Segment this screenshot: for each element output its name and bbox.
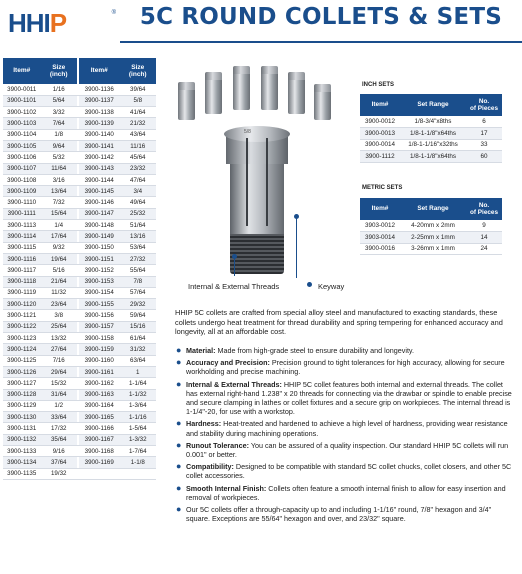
size-cell: 9/64	[40, 140, 76, 151]
col-header-item: Item#	[79, 58, 120, 84]
pieces-cell: 17	[466, 128, 502, 140]
size-cell: 13/32	[40, 333, 76, 344]
feature-title: Runout Tolerance:	[186, 440, 249, 450]
item-number-cell: 3900-1133	[3, 446, 40, 457]
table-row	[360, 128, 502, 140]
item-number-cell: 3900-1169	[79, 457, 120, 468]
item-number-cell: 3900-1124	[3, 344, 40, 355]
item-number-cell: 3900-1140	[79, 129, 120, 140]
size-cell	[119, 468, 156, 479]
table-row	[3, 423, 156, 434]
size-cell: 7/32	[40, 197, 76, 208]
feature-title: Material:	[186, 346, 216, 355]
item-number-cell: 3900-1137	[79, 95, 120, 106]
bullet-icon: ●	[176, 439, 182, 450]
item-number-cell: 3900-1150	[79, 242, 120, 253]
pieces-cell: 14	[466, 232, 502, 244]
item-number-cell: 3900-1114	[3, 231, 40, 242]
feature-text: Precision ground to tight tolerances for high accuracy, allowing for secure workholding and precise machining.	[186, 358, 505, 377]
col-header-pieces: No. of Pieces	[466, 94, 502, 116]
small-collet-image	[288, 72, 305, 114]
item-number-cell: 3900-1126	[3, 366, 40, 377]
size-cell: 19/64	[40, 253, 76, 264]
item-number-cell: 3900-1164	[79, 400, 120, 411]
pieces-cell: 9	[466, 220, 502, 232]
feature-list	[176, 346, 512, 526]
item-number-cell: 3900-1141	[79, 140, 120, 151]
size-cell: 57/64	[119, 287, 156, 298]
item-number-cell: 3900-1127	[3, 378, 40, 389]
item-number-cell: 3900-1128	[3, 389, 40, 400]
size-cell: 37/64	[40, 457, 76, 468]
size-cell: 5/8	[119, 95, 156, 106]
size-cell: 45/64	[119, 152, 156, 163]
item-number-cell: 3900-1142	[79, 152, 120, 163]
item-number-cell: 3900-1154	[79, 287, 120, 298]
table-row	[3, 140, 156, 151]
table-row	[3, 107, 156, 118]
table-row	[360, 139, 502, 151]
item-number-cell: 3903-0014	[360, 232, 400, 244]
collet-closeup-image: 5/8	[216, 126, 298, 274]
size-cell: 53/64	[119, 242, 156, 253]
size-cell: 1/4	[40, 220, 76, 231]
size-cell: 19/32	[40, 468, 76, 479]
size-cell: 7/64	[40, 118, 76, 129]
size-cell: 1/8	[40, 129, 76, 140]
feature-text: HHIP 5C collet features both internal and external threads. The collet has external right-hand 1.238" x 20 threads for connecting via the drawbar or spindle to enable precise and secure clamping in lathes or collet fixtures and a secure grip on workpieces. The internal thread is 1-1/4"-20, for use with a workstop.	[186, 379, 512, 417]
item-number-cell: 3900-1119	[3, 287, 40, 298]
table-row	[3, 220, 156, 231]
item-number-cell: 3900-1115	[3, 242, 40, 253]
size-cell: 59/64	[119, 310, 156, 321]
item-number-cell: 3900-1162	[79, 378, 120, 389]
size-cell: 5/64	[40, 95, 76, 106]
item-number-cell: 3900-1105	[3, 140, 40, 151]
table-row	[3, 400, 156, 411]
table-row	[3, 434, 156, 445]
bullet-icon: ●	[176, 504, 182, 515]
feature-item	[176, 346, 512, 355]
feature-item	[176, 462, 512, 480]
item-number-cell: 3900-0014	[360, 139, 400, 151]
item-number-cell: 3900-0011	[3, 84, 40, 95]
item-number-cell: 3900-1153	[79, 276, 120, 287]
feature-item	[176, 358, 512, 376]
feature-text: Our 5C collets offer a through-capacity up to and including 1-1/16" round, 7/8" hexagon and 3/4" square. Exceptions are 55/64" hexagon and over, and 23/32" square.	[186, 505, 492, 524]
size-cell: 17/32	[40, 423, 76, 434]
item-number-cell: 3900-0012	[360, 116, 400, 128]
size-cell: 31/32	[119, 344, 156, 355]
small-collet-image	[233, 66, 250, 110]
table-row	[3, 412, 156, 423]
col-header-size: Size (inch)	[40, 58, 76, 84]
table-row	[3, 129, 156, 140]
bullet-icon: ●	[176, 461, 182, 472]
item-number-cell: 3900-1130	[3, 412, 40, 423]
bullet-icon: ●	[176, 378, 182, 389]
table-row	[3, 84, 156, 95]
item-number-cell: 3900-1158	[79, 333, 120, 344]
table-row	[3, 265, 156, 276]
size-cell: 49/64	[119, 197, 156, 208]
table-row	[3, 253, 156, 264]
size-cell: 33/64	[40, 412, 76, 423]
item-number-cell: 3900-1111	[3, 208, 40, 219]
feature-title: Smooth Internal Finish:	[186, 483, 267, 493]
table-row	[3, 389, 156, 400]
item-number-cell: 3900-1135	[3, 468, 40, 479]
set-range-cell: 1/8-3/4"x8ths	[400, 116, 466, 128]
col-header-item: Item#	[360, 94, 400, 116]
item-number-cell: 3900-1101	[3, 95, 40, 106]
item-number-cell: 3900-1121	[3, 310, 40, 321]
item-number-cell: 3900-1110	[3, 197, 40, 208]
feature-title: Accuracy and Precision:	[186, 358, 270, 368]
size-cell: 43/64	[119, 129, 156, 140]
item-number-cell: 3900-1132	[3, 434, 40, 445]
feature-item	[176, 380, 512, 417]
feature-item	[176, 419, 512, 437]
item-number-cell: 3900-1148	[79, 220, 120, 231]
small-collet-image	[314, 84, 331, 120]
collet-size-body	[3, 84, 156, 479]
table-row	[3, 366, 156, 377]
item-number-cell: 3900-1157	[79, 321, 120, 332]
hhip-logo: HHIP ®	[8, 8, 116, 38]
item-number-cell: 3900-1102	[3, 107, 40, 118]
item-number-cell: 3900-1123	[3, 333, 40, 344]
feature-title: Compatibility:	[186, 462, 234, 472]
size-cell: 11/64	[40, 163, 76, 174]
table-row	[3, 231, 156, 242]
size-cell: 35/64	[40, 434, 76, 445]
size-cell: 1-1/8	[119, 457, 156, 468]
set-range-cell: 2-25mm x 1mm	[400, 232, 466, 244]
item-number-cell: 3900-1104	[3, 129, 40, 140]
table-row	[3, 118, 156, 129]
size-cell: 1-1/64	[119, 378, 156, 389]
pieces-cell: 6	[466, 116, 502, 128]
item-number-cell: 3900-1143	[79, 163, 120, 174]
size-cell: 55/64	[119, 265, 156, 276]
feature-item	[176, 441, 512, 459]
size-cell: 3/16	[40, 174, 76, 185]
threads-callout-label: Internal & External Threads	[188, 282, 280, 291]
bullet-icon: ●	[176, 345, 182, 355]
size-cell: 61/64	[119, 333, 156, 344]
size-cell: 5/16	[40, 265, 76, 276]
table-row	[3, 208, 156, 219]
size-cell: 15/16	[119, 321, 156, 332]
table-row	[3, 457, 156, 468]
bullet-icon: ●	[176, 357, 182, 368]
feature-title: Hardness:	[186, 419, 222, 429]
feature-text: Heat-treated and hardened to achieve a high level of hardness, providing wear resistance and stability during machining operations.	[186, 419, 508, 438]
size-cell: 1-3/64	[119, 400, 156, 411]
item-number-cell: 3900-0016	[360, 243, 400, 255]
collet-size-table	[3, 58, 156, 480]
size-cell: 1	[119, 366, 156, 377]
page-title: 5C ROUND COLLETS & SETS	[139, 4, 502, 30]
item-number-cell: 3900-1120	[3, 299, 40, 310]
inch-sets-label: INCH SETS	[362, 82, 395, 88]
table-row	[360, 116, 502, 128]
size-cell: 1-1/32	[119, 389, 156, 400]
table-row	[3, 355, 156, 366]
size-cell: 1-1/16	[119, 412, 156, 423]
size-cell: 1-7/64	[119, 446, 156, 457]
collet-set-image	[178, 66, 338, 126]
item-number-cell: 3900-1116	[3, 253, 40, 264]
table-row	[3, 333, 156, 344]
item-number-cell: 3900-1138	[79, 107, 120, 118]
col-header-item: Item#	[360, 198, 400, 220]
table-row	[3, 152, 156, 163]
size-cell: 21/64	[40, 276, 76, 287]
item-number-cell: 3903-0012	[360, 220, 400, 232]
size-cell: 11/32	[40, 287, 76, 298]
size-cell: 11/16	[119, 140, 156, 151]
size-cell: 7/16	[40, 355, 76, 366]
table-row	[3, 186, 156, 197]
item-number-cell: 3900-1144	[79, 174, 120, 185]
small-collet-image	[205, 72, 222, 114]
col-header-item: Item#	[3, 58, 40, 84]
feature-item	[176, 484, 512, 502]
item-number-cell: 3900-1139	[79, 118, 120, 129]
pieces-cell: 33	[466, 139, 502, 151]
bullet-icon: ●	[176, 418, 182, 429]
size-cell: 39/64	[119, 84, 156, 95]
keyway-callout-label: Keyway	[318, 282, 345, 291]
item-number-cell	[79, 468, 120, 479]
table-row	[3, 197, 156, 208]
col-header-pieces: No. of Pieces	[466, 198, 502, 220]
feature-text: You can be assured of a quality inspection. Our standard HHIP 5C collets will run 0.001" or better.	[186, 440, 509, 460]
size-cell: 15/64	[40, 208, 76, 219]
table-row	[360, 151, 502, 163]
item-number-cell: 3900-1147	[79, 208, 120, 219]
pieces-cell: 24	[466, 243, 502, 255]
title-rule	[120, 41, 522, 43]
table-row	[360, 232, 502, 244]
table-row	[3, 95, 156, 106]
pieces-cell: 60	[466, 151, 502, 163]
set-range-cell: 1/8-1-1/16"x32ths	[400, 139, 466, 151]
table-row	[3, 378, 156, 389]
set-range-cell: 1/8-1-1/8"x64ths	[400, 151, 466, 163]
item-number-cell: 3900-1106	[3, 152, 40, 163]
item-number-cell: 3900-1152	[79, 265, 120, 276]
size-cell: 25/64	[40, 321, 76, 332]
item-number-cell: 3900-1125	[3, 355, 40, 366]
feature-text: Designed to be compatible with standard 5C collet chucks, collet closers, and other 5C collet accessories.	[186, 462, 512, 481]
item-number-cell: 3900-1118	[3, 276, 40, 287]
table-row	[3, 468, 156, 479]
item-number-cell: 3900-1168	[79, 446, 120, 457]
item-number-cell: 3900-1129	[3, 400, 40, 411]
item-number-cell: 3900-1107	[3, 163, 40, 174]
size-cell: 27/32	[119, 253, 156, 264]
item-number-cell: 3900-1161	[79, 366, 120, 377]
size-cell: 13/64	[40, 186, 76, 197]
item-number-cell: 3900-1112	[360, 151, 400, 163]
table-row	[3, 163, 156, 174]
size-cell: 17/64	[40, 231, 76, 242]
item-number-cell: 3900-1166	[79, 423, 120, 434]
size-cell: 13/16	[119, 231, 156, 242]
set-range-cell: 3-26mm x 1mm	[400, 243, 466, 255]
item-number-cell: 3900-1113	[3, 220, 40, 231]
size-cell: 1-5/64	[119, 423, 156, 434]
table-row	[3, 242, 156, 253]
col-header-set-range: Set Range	[400, 198, 466, 220]
metric-sets-table	[360, 198, 502, 255]
size-cell: 25/32	[119, 208, 156, 219]
item-number-cell: 3900-0013	[360, 128, 400, 140]
table-row	[3, 310, 156, 321]
item-number-cell: 3900-1151	[79, 253, 120, 264]
size-cell: 51/64	[119, 220, 156, 231]
size-cell: 1/2	[40, 400, 76, 411]
item-number-cell: 3900-1109	[3, 186, 40, 197]
feature-text: Collets often feature a smooth internal finish to allow for easy insertion and removal of workpieces.	[186, 483, 506, 502]
item-number-cell: 3900-1156	[79, 310, 120, 321]
item-number-cell: 3900-1160	[79, 355, 120, 366]
size-cell: 1-3/32	[119, 434, 156, 445]
item-number-cell: 3900-1134	[3, 457, 40, 468]
table-row	[3, 287, 156, 298]
item-number-cell: 3900-1122	[3, 321, 40, 332]
small-collet-image	[261, 66, 278, 110]
item-number-cell: 3900-1159	[79, 344, 120, 355]
size-cell: 23/32	[119, 163, 156, 174]
size-cell: 9/32	[40, 242, 76, 253]
size-cell: 3/32	[40, 107, 76, 118]
size-cell: 41/64	[119, 107, 156, 118]
bullet-icon: ●	[176, 482, 182, 493]
item-number-cell: 3900-1165	[79, 412, 120, 423]
size-cell: 27/64	[40, 344, 76, 355]
item-number-cell: 3900-1103	[3, 118, 40, 129]
feature-item	[176, 505, 512, 523]
table-row	[360, 243, 502, 255]
size-cell: 23/64	[40, 299, 76, 310]
col-header-size: Size (inch)	[119, 58, 156, 84]
size-cell: 31/64	[40, 389, 76, 400]
metric-sets-label: METRIC SETS	[362, 185, 403, 191]
set-range-cell: 1/8-1-1/8"x64ths	[400, 128, 466, 140]
table-row	[3, 276, 156, 287]
item-number-cell: 3900-1108	[3, 174, 40, 185]
intro-paragraph: HHIP 5C collets are crafted from special alloy steel and manufactured to exacting standards, these collets undergo heat treatment for thread durability and spring tempering for enhanced accuracy and longevity, all at an affordable cost.	[175, 308, 503, 337]
size-cell: 3/8	[40, 310, 76, 321]
thread-section	[230, 234, 284, 274]
item-number-cell: 3900-1146	[79, 197, 120, 208]
item-number-cell: 3900-1136	[79, 84, 120, 95]
size-cell: 63/64	[119, 355, 156, 366]
item-number-cell: 3900-1145	[79, 186, 120, 197]
feature-text: Made from high-grade steel to ensure durability and longevity.	[215, 346, 414, 355]
size-cell: 5/32	[40, 152, 76, 163]
set-range-cell: 4-20mm x 2mm	[400, 220, 466, 232]
item-number-cell: 3900-1167	[79, 434, 120, 445]
item-number-cell: 3900-1131	[3, 423, 40, 434]
keyway-pointer-dot	[307, 282, 312, 287]
table-row	[3, 299, 156, 310]
size-cell: 29/64	[40, 366, 76, 377]
size-cell: 29/32	[119, 299, 156, 310]
item-number-cell: 3900-1117	[3, 265, 40, 276]
table-row	[3, 174, 156, 185]
size-cell: 47/64	[119, 174, 156, 185]
inch-sets-table	[360, 94, 502, 163]
item-number-cell: 3900-1163	[79, 389, 120, 400]
small-collet-image	[178, 82, 195, 120]
col-header-set-range: Set Range	[400, 94, 466, 116]
size-cell: 3/4	[119, 186, 156, 197]
table-row	[360, 220, 502, 232]
table-row	[3, 321, 156, 332]
size-cell: 9/16	[40, 446, 76, 457]
item-number-cell: 3900-1155	[79, 299, 120, 310]
size-cell: 7/8	[119, 276, 156, 287]
feature-title: Internal & External Threads:	[186, 379, 282, 389]
size-cell: 21/32	[119, 118, 156, 129]
item-number-cell: 3900-1149	[79, 231, 120, 242]
size-cell: 15/32	[40, 378, 76, 389]
size-cell: 1/16	[40, 84, 76, 95]
table-row	[3, 344, 156, 355]
table-header-row	[3, 58, 156, 84]
table-row	[3, 446, 156, 457]
